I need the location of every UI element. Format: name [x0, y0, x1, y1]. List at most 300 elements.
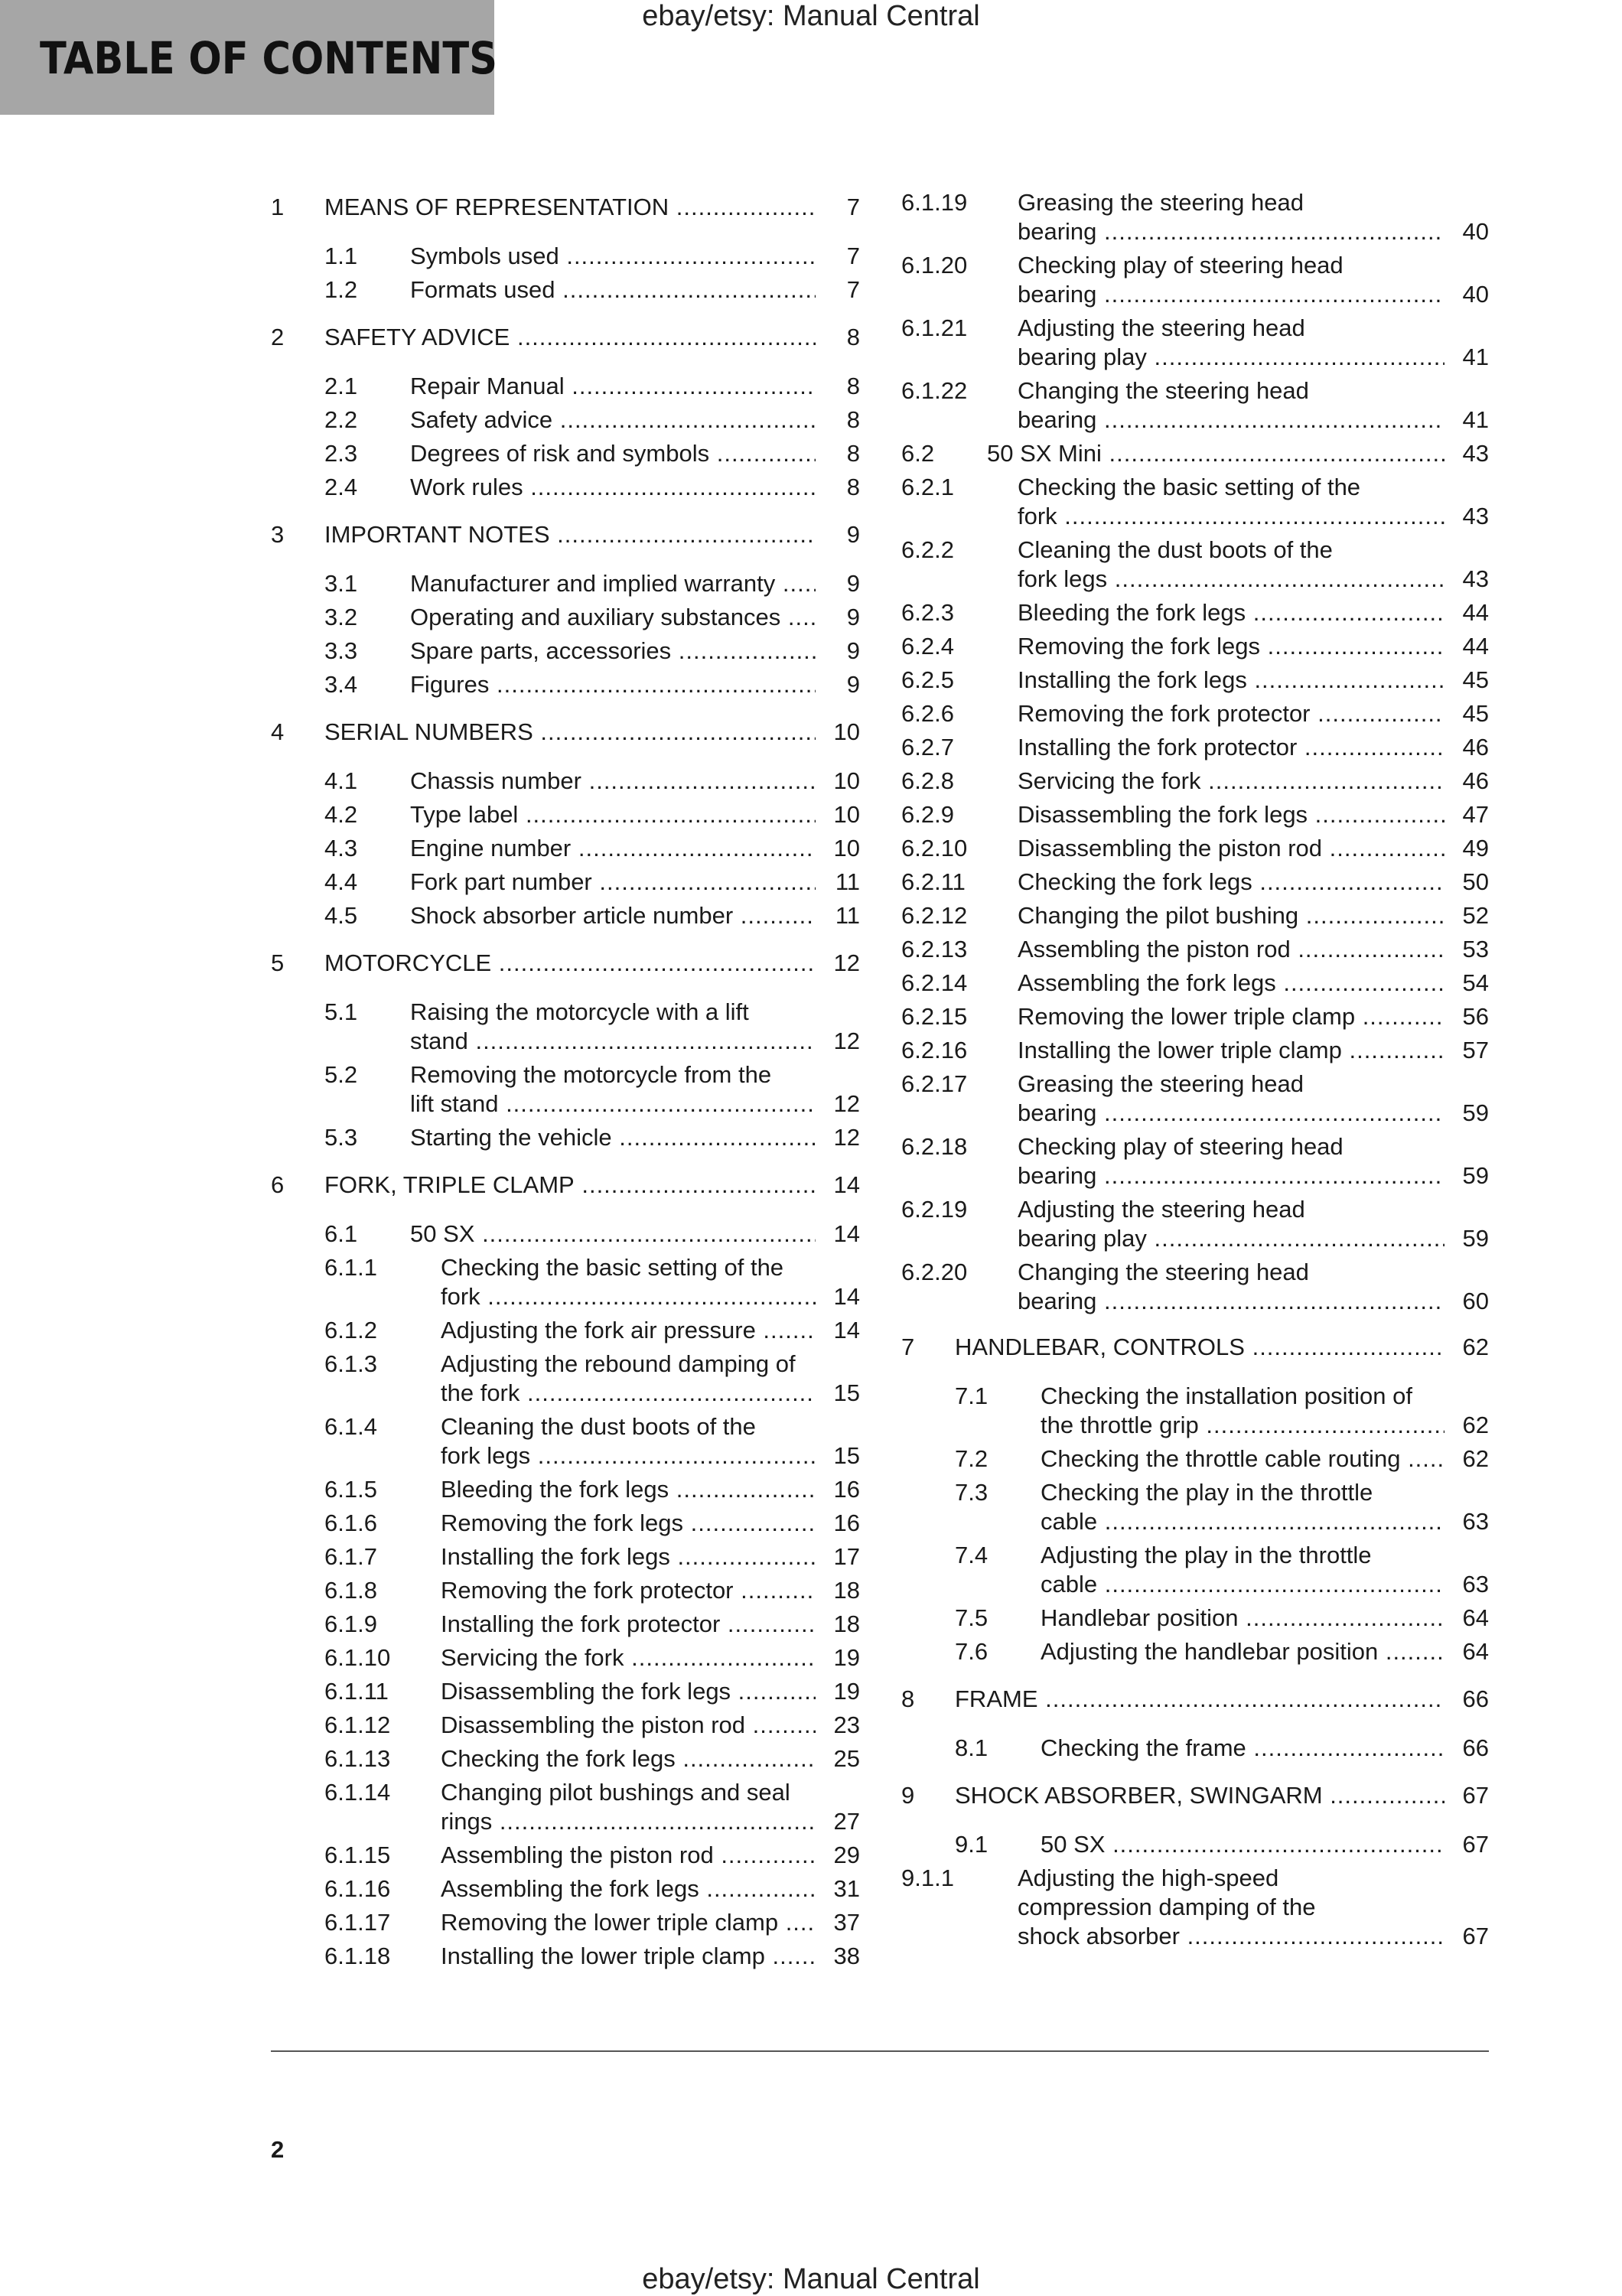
toc-entry-page: 56: [1462, 1003, 1489, 1030]
toc-entry-number: 6.1.9: [324, 1610, 377, 1637]
toc-entry-page: 41: [1462, 406, 1489, 433]
toc-entry-page: 7: [846, 243, 860, 269]
toc-entry-page: 8: [846, 474, 860, 500]
toc-entry-title: stand .....: [410, 1027, 816, 1056]
toc-entry[interactable]: [901, 767, 1489, 796]
toc-entry[interactable]: [901, 1830, 1489, 1859]
toc-entry-title: cable .....: [1041, 1507, 1444, 1536]
toc-entry-title: Symbols used .....: [410, 242, 816, 271]
toc-entry[interactable]: [901, 1637, 1489, 1666]
toc-entry-title: FRAME .....: [955, 1685, 1444, 1714]
toc-entry-page: 15: [833, 1379, 860, 1406]
toc-entry-page: 59: [1462, 1225, 1489, 1252]
toc-entry-title: IMPORTANT NOTES .....: [324, 520, 816, 549]
toc-entry[interactable]: [901, 473, 1489, 531]
toc-entry-number: 3.3: [324, 637, 358, 664]
toc-entry[interactable]: [271, 1576, 860, 1605]
toc-entry[interactable]: [901, 800, 1489, 829]
toc-entry-title: Repair Manual .....: [410, 372, 816, 401]
toc-entry[interactable]: [901, 251, 1489, 309]
toc-entry-title: 50 SX .....: [1041, 1830, 1444, 1859]
toc-entry-number: 6.1.12: [324, 1711, 391, 1738]
toc-entry-title: Checking the play in the throttle: [1041, 1479, 1373, 1506]
toc-entry-title: Changing the steering head: [1018, 1259, 1309, 1285]
toc-entry-page: 11: [835, 868, 860, 895]
watermark-bottom: ebay/etsy: Manual Central: [642, 2263, 980, 2295]
toc-entry-number: 2.2: [324, 406, 358, 433]
toc-entry-number: 2.3: [324, 440, 358, 467]
toc-entry-number: 9: [901, 1782, 915, 1809]
toc-entry[interactable]: [901, 1036, 1489, 1065]
toc-entry[interactable]: [271, 1841, 860, 1870]
toc-entry[interactable]: [901, 901, 1489, 930]
toc-entry[interactable]: [271, 1509, 860, 1538]
toc-entry-title: Removing the lower triple clamp .....: [1018, 1002, 1444, 1031]
toc-entry-title: Fork part number .....: [410, 868, 816, 897]
toc-entry-title: Adjusting the fork air pressure .....: [441, 1316, 816, 1345]
toc-entry-page: 16: [833, 1476, 860, 1503]
toc-entry[interactable]: [901, 1734, 1489, 1763]
toc-entry-title: SHOCK ABSORBER, SWINGARM .....: [955, 1781, 1444, 1810]
toc-entry[interactable]: [271, 1942, 860, 1971]
toc-entry-page: 9: [846, 637, 860, 664]
toc-entry[interactable]: [271, 1123, 860, 1152]
toc-entry-number: 6.1.8: [324, 1577, 377, 1604]
toc-entry[interactable]: [271, 1677, 860, 1706]
toc-entry[interactable]: [271, 901, 860, 930]
toc-entry-title: Work rules .....: [410, 473, 816, 502]
toc-entry-page: 46: [1462, 734, 1489, 760]
toc-entry-number: 6.2.6: [901, 700, 954, 727]
toc-entry-page: 16: [833, 1509, 860, 1536]
toc-entry-page: 19: [833, 1644, 860, 1671]
toc-entry[interactable]: [901, 598, 1489, 627]
toc-entry-number: 1: [271, 194, 285, 220]
toc-entry-page: 46: [1462, 767, 1489, 794]
toc-entry[interactable]: [271, 670, 860, 699]
toc-entry-number: 7.5: [955, 1604, 989, 1631]
toc-entry[interactable]: [271, 1542, 860, 1571]
toc-entry-page: 43: [1462, 565, 1489, 592]
toc-entry[interactable]: [271, 1171, 860, 1200]
toc-entry-title: Checking the fork legs .....: [1018, 868, 1444, 897]
toc-entry-number: 4.5: [324, 902, 358, 929]
toc-entry-title: Assembling the fork legs .....: [1018, 969, 1444, 998]
toc-entry-number: 7.4: [955, 1542, 989, 1568]
toc-entry-page: 63: [1462, 1508, 1489, 1535]
toc-entry[interactable]: [271, 1643, 860, 1672]
toc-entry-number: 6.2.15: [901, 1003, 968, 1030]
toc-entry-page: 64: [1462, 1604, 1489, 1631]
toc-entry-title: bearing .....: [1018, 280, 1444, 309]
toc-entry[interactable]: [901, 1382, 1489, 1440]
toc-entry-page: 12: [833, 1124, 860, 1151]
toc-entry-page: 43: [1462, 503, 1489, 529]
toc-entry[interactable]: [901, 376, 1489, 435]
toc-entry-title: lift stand .....: [410, 1089, 816, 1119]
toc-entry-page: 9: [846, 521, 860, 548]
toc-entry-page: 67: [1462, 1923, 1489, 1949]
toc-entry-title: Changing the pilot bushing .....: [1018, 901, 1444, 930]
toc-entry-title: Removing the fork legs .....: [1018, 632, 1444, 661]
toc-entry-title: Spare parts, accessories .....: [410, 637, 816, 666]
toc-entry-title: shock absorber .....: [1018, 1922, 1444, 1951]
toc-entry-page: 50: [1462, 868, 1489, 895]
toc-entry[interactable]: [901, 1781, 1489, 1810]
toc-entry-number: 6.1.19: [901, 189, 968, 216]
toc-entry-page: 52: [1462, 902, 1489, 929]
toc-entry[interactable]: [271, 520, 860, 549]
toc-entry[interactable]: [271, 473, 860, 502]
toc-entry[interactable]: [901, 699, 1489, 728]
toc-entry-number: 7: [901, 1334, 915, 1360]
toc-entry-title: SERIAL NUMBERS .....: [324, 718, 816, 747]
toc-entry[interactable]: [271, 1711, 860, 1740]
toc-entry-page: 67: [1462, 1831, 1489, 1858]
toc-entry[interactable]: [901, 1195, 1489, 1253]
toc-entry-page: 54: [1462, 969, 1489, 996]
toc-entry[interactable]: [271, 1744, 860, 1773]
toc-entry-page: 10: [833, 718, 860, 745]
toc-entry-page: 18: [833, 1610, 860, 1637]
toc-entry-number: 4.4: [324, 868, 358, 895]
toc-entry-number: 6.1.21: [901, 314, 968, 341]
toc-entry-page: 9: [846, 570, 860, 597]
toc-entry-title: Checking the basic setting of the: [1018, 474, 1361, 500]
toc-entry-title: SAFETY ADVICE .....: [324, 323, 816, 352]
toc-entry-number: 6.1.1: [324, 1254, 377, 1281]
toc-entry[interactable]: [271, 1908, 860, 1937]
toc-entry[interactable]: [271, 1778, 860, 1836]
toc-entry[interactable]: [901, 1258, 1489, 1316]
toc-entry-title: 50 SX .....: [410, 1220, 816, 1249]
toc-entry-title: FORK, TRIPLE CLAMP .....: [324, 1171, 816, 1200]
toc-entry[interactable]: [271, 998, 860, 1056]
toc-entry-title: Removing the motorcycle from the: [410, 1061, 772, 1088]
toc-entry[interactable]: [901, 314, 1489, 372]
toc-entry-title: Changing pilot bushings and seal: [441, 1779, 790, 1806]
toc-entry[interactable]: [271, 1610, 860, 1639]
toc-entry[interactable]: [271, 1412, 860, 1470]
toc-entry[interactable]: [271, 439, 860, 468]
toc-entry-number: 8: [901, 1685, 915, 1712]
toc-entry-page: 59: [1462, 1162, 1489, 1189]
toc-entry-page: 12: [833, 949, 860, 976]
toc-entry-page: 14: [833, 1171, 860, 1198]
toc-entry-page: 44: [1462, 633, 1489, 659]
toc-entry-title: the fork .....: [441, 1379, 816, 1408]
toc-entry-number: 2.1: [324, 373, 358, 399]
toc-entry-title: Checking the installation position of: [1041, 1382, 1412, 1409]
toc-entry[interactable]: [901, 1478, 1489, 1536]
toc-entry-title: Disassembling the fork legs .....: [441, 1677, 816, 1706]
toc-entry-title: Checking the frame .....: [1041, 1734, 1444, 1763]
toc-entry[interactable]: [271, 569, 860, 598]
toc-entry-page: 49: [1462, 835, 1489, 861]
toc-entry-number: 6.1.14: [324, 1779, 391, 1806]
toc-entry-number: 5.3: [324, 1124, 358, 1151]
toc-entry-number: 2.4: [324, 474, 358, 500]
toc-entry-title: Disassembling the fork legs .....: [1018, 800, 1444, 829]
toc-entry-number: 6.1.17: [324, 1909, 391, 1936]
toc-entry-number: 1.1: [324, 243, 358, 269]
toc-entry-number: 6.1.4: [324, 1413, 377, 1440]
toc-entry-title: HANDLEBAR, CONTROLS .....: [955, 1333, 1444, 1362]
toc-entry[interactable]: [901, 834, 1489, 863]
toc-entry-title: Checking the basic setting of the: [441, 1254, 784, 1281]
toc-entry-number: 6.1.7: [324, 1543, 377, 1570]
toc-entry-page: 31: [833, 1875, 860, 1902]
footer-divider: [271, 2050, 1489, 2052]
toc-entry-number: 6.2.13: [901, 936, 968, 962]
toc-entry[interactable]: [901, 733, 1489, 762]
toc-entry-title: 50 SX Mini .....: [987, 439, 1444, 468]
toc-entry-number: 6.1.18: [324, 1943, 391, 1969]
toc-entry-page: 9: [846, 604, 860, 630]
toc-entry-page: 19: [833, 1678, 860, 1705]
toc-entry-title: Adjusting the high-speed: [1018, 1864, 1279, 1891]
toc-entry-title: Shock absorber article number .....: [410, 901, 816, 930]
toc-entry-page: 45: [1462, 700, 1489, 727]
toc-entry-title: Disassembling the piston rod .....: [441, 1711, 816, 1740]
toc-entry[interactable]: [901, 1685, 1489, 1714]
toc-entry[interactable]: [271, 767, 860, 796]
toc-entry[interactable]: [271, 603, 860, 632]
toc-entry-page: 59: [1462, 1099, 1489, 1126]
toc-entry[interactable]: [271, 800, 860, 829]
toc-entry-title: bearing .....: [1018, 1161, 1444, 1190]
toc-entry-number: 6.2.3: [901, 599, 954, 626]
toc-entry[interactable]: [271, 1475, 860, 1504]
toc-entry-number: 7.6: [955, 1638, 989, 1665]
toc-entry[interactable]: [901, 1444, 1489, 1474]
toc-entry-number: 6.2.9: [901, 801, 954, 828]
toc-entry[interactable]: [901, 632, 1489, 661]
toc-entry-title: Removing the lower triple clamp .....: [441, 1908, 816, 1937]
page-number: 2: [271, 2136, 285, 2163]
toc-entry-title: Installing the lower triple clamp .....: [441, 1942, 816, 1971]
toc-entry-page: 29: [833, 1842, 860, 1868]
toc-entry[interactable]: [271, 275, 860, 305]
toc-entry-number: 6: [271, 1171, 285, 1198]
toc-entry-title: Greasing the steering head: [1018, 1070, 1304, 1097]
toc-entry-number: 6.2.11: [901, 868, 966, 895]
toc-entry-title: Type label .....: [410, 800, 816, 829]
toc-entry-number: 6.2.14: [901, 969, 968, 996]
toc-entry-page: 53: [1462, 936, 1489, 962]
toc-entry[interactable]: [901, 666, 1489, 695]
toc-entry-title: Figures .....: [410, 670, 816, 699]
toc-entry-title: MOTORCYCLE .....: [324, 949, 816, 978]
toc-entry[interactable]: [271, 949, 860, 978]
toc-entry[interactable]: [901, 439, 1489, 468]
toc-entry[interactable]: [271, 834, 860, 863]
toc-entry-title: Installing the fork protector .....: [1018, 733, 1444, 762]
toc-entry-page: 25: [833, 1745, 860, 1772]
toc-entry-number: 3.1: [324, 570, 358, 597]
toc-entry[interactable]: [271, 868, 860, 897]
toc-entry[interactable]: [901, 188, 1489, 246]
toc-entry-number: 9.1.1: [901, 1864, 954, 1891]
toc-entry-title: Checking the fork legs .....: [441, 1744, 816, 1773]
toc-entry[interactable]: [271, 242, 860, 271]
toc-entry-page: 14: [833, 1220, 860, 1247]
toc-entry-number: 6.1.3: [324, 1350, 377, 1377]
toc-entry-title: Safety advice .....: [410, 405, 816, 435]
toc-entry-number: 6.2.1: [901, 474, 954, 500]
toc-entry[interactable]: [271, 1220, 860, 1249]
toc-entry[interactable]: [901, 1333, 1489, 1362]
toc-entry-number: 6.2.7: [901, 734, 954, 760]
toc-entry-number: 6.2.17: [901, 1070, 968, 1097]
toc-entry[interactable]: [271, 372, 860, 401]
toc-entry-page: 14: [833, 1283, 860, 1310]
toc-entry-title: Adjusting the play in the throttle: [1041, 1542, 1372, 1568]
toc-entry-page: 62: [1462, 1445, 1489, 1472]
toc-entry-title: Checking the throttle cable routing .....: [1041, 1444, 1444, 1474]
toc-entry[interactable]: [901, 935, 1489, 964]
toc-entry-title: Bleeding the fork legs .....: [441, 1475, 816, 1504]
toc-entry-title: Manufacturer and implied warranty .....: [410, 569, 816, 598]
toc-entry-title: Raising the motorcycle with a lift: [410, 998, 749, 1025]
toc-entry-number: 6.2.5: [901, 666, 954, 693]
toc-entry-title: Checking play of steering head: [1018, 1133, 1344, 1160]
toc-entry-title: Servicing the fork .....: [1018, 767, 1444, 796]
toc-entry-title: Servicing the fork .....: [441, 1643, 816, 1672]
toc-entry-title: bearing .....: [1018, 1287, 1444, 1316]
toc-entry-page: 44: [1462, 599, 1489, 626]
toc-entry-page: 12: [833, 1090, 860, 1117]
toc-entry-title: Removing the fork legs .....: [441, 1509, 816, 1538]
toc-entry[interactable]: [901, 1604, 1489, 1633]
toc-entry-number: 6.1.13: [324, 1745, 391, 1772]
toc-entry-title: bearing play .....: [1018, 1224, 1444, 1253]
toc-entry-number: 4.2: [324, 801, 358, 828]
toc-entry[interactable]: [901, 1002, 1489, 1031]
toc-entry-number: 3: [271, 521, 285, 548]
toc-entry-number: 6.1.20: [901, 252, 968, 278]
toc-entry[interactable]: [271, 637, 860, 666]
toc-entry-title: fork .....: [1018, 502, 1444, 531]
toc-entry[interactable]: [271, 1350, 860, 1408]
toc-entry-title: Assembling the piston rod .....: [441, 1841, 816, 1870]
toc-entry-page: 14: [833, 1317, 860, 1343]
toc-entry-title: Starting the vehicle .....: [410, 1123, 816, 1152]
toc-entry-number: 6.2.12: [901, 902, 968, 929]
toc-entry[interactable]: [271, 323, 860, 352]
toc-entry-title: Checking play of steering head: [1018, 252, 1344, 278]
toc-entry-page: 9: [846, 671, 860, 698]
toc-entry-number: 6.2.8: [901, 767, 954, 794]
toc-entry-title: Adjusting the rebound damping of: [441, 1350, 796, 1377]
toc-entry-page: 10: [833, 801, 860, 828]
toc-entry-title: bearing .....: [1018, 405, 1444, 435]
toc-entry-title: Operating and auxiliary substances .....: [410, 603, 816, 632]
toc-entry-number: 6.1.22: [901, 377, 968, 404]
toc-entry[interactable]: [901, 868, 1489, 897]
toc-entry-title: Removing the fork protector .....: [1018, 699, 1444, 728]
toc-entry[interactable]: [901, 1864, 1489, 1951]
toc-entry-number: 6.2.20: [901, 1259, 968, 1285]
toc-entry-number: 3.2: [324, 604, 358, 630]
toc-entry-page: 41: [1462, 344, 1489, 370]
toc-entry[interactable]: [271, 1316, 860, 1345]
toc-entry[interactable]: [901, 536, 1489, 594]
toc-entry-page: 8: [846, 440, 860, 467]
toc-entry-page: 43: [1462, 440, 1489, 467]
toc-entry-page: 57: [1462, 1037, 1489, 1063]
toc-entry-page: 40: [1462, 218, 1489, 245]
page-title: TABLE OF CONTENTS: [40, 32, 497, 84]
toc-entry-number: 2: [271, 324, 285, 350]
toc-entry-page: 47: [1462, 801, 1489, 828]
toc-entry-title: rings .....: [441, 1807, 816, 1836]
toc-entry[interactable]: [271, 1874, 860, 1904]
toc-entry[interactable]: [901, 1070, 1489, 1128]
toc-entry-number: 8.1: [955, 1734, 989, 1761]
toc-entry-page: 60: [1462, 1288, 1489, 1314]
toc-entry-number: 9.1: [955, 1831, 989, 1858]
toc-entry-number: 6.1.10: [324, 1644, 391, 1671]
toc-entry-title: Formats used .....: [410, 275, 816, 305]
toc-entry-page: 62: [1462, 1412, 1489, 1438]
toc-entry[interactable]: [271, 1060, 860, 1119]
toc-entry-page: 37: [833, 1909, 860, 1936]
toc-entry-page: 8: [846, 324, 860, 350]
toc-entry-title: Changing the steering head: [1018, 377, 1309, 404]
toc-entry-title: Cleaning the dust boots of the: [1018, 536, 1333, 563]
toc-entry-title: Installing the fork legs .....: [1018, 666, 1444, 695]
toc-entry-title: bearing play .....: [1018, 343, 1444, 372]
toc-entry[interactable]: [271, 405, 860, 435]
toc-entry-page: 66: [1462, 1734, 1489, 1761]
toc-entry-number: 4.1: [324, 767, 358, 794]
toc-entry-title: bearing .....: [1018, 1099, 1444, 1128]
toc-entry[interactable]: [901, 1132, 1489, 1190]
toc-entry-title: the throttle grip .....: [1041, 1411, 1444, 1440]
toc-entry-number: 6.2.16: [901, 1037, 968, 1063]
toc-entry-page: 15: [833, 1442, 860, 1469]
toc-entry-title: Installing the fork protector .....: [441, 1610, 816, 1639]
toc-entry[interactable]: [901, 1541, 1489, 1599]
toc-entry-number: 7.1: [955, 1382, 989, 1409]
toc-entry-title: Assembling the piston rod .....: [1018, 935, 1444, 964]
toc-entry-number: 6.1.15: [324, 1842, 391, 1868]
toc-entry-title: fork legs .....: [441, 1441, 816, 1470]
toc-entry-number: 6.2.19: [901, 1196, 968, 1223]
toc-entry-title: Installing the fork legs .....: [441, 1542, 816, 1571]
toc-entry-number: 3.4: [324, 671, 358, 698]
toc-entry-page: 63: [1462, 1571, 1489, 1597]
toc-entry-page: 38: [833, 1943, 860, 1969]
toc-entry-title: Installing the lower triple clamp .....: [1018, 1036, 1444, 1065]
toc-entry[interactable]: [271, 193, 860, 222]
toc-entry-number: 1.2: [324, 276, 358, 303]
toc-entry-number: 5.1: [324, 998, 358, 1025]
toc-entry-title: fork legs .....: [1018, 565, 1444, 594]
toc-entry-title: Engine number .....: [410, 834, 816, 863]
toc-entry-page: 23: [833, 1711, 860, 1738]
toc-entry-number: 4: [271, 718, 285, 745]
toc-entry[interactable]: [901, 969, 1489, 998]
toc-entry-page: 11: [835, 902, 860, 929]
toc-entry[interactable]: [271, 718, 860, 747]
toc-entry-page: 10: [833, 835, 860, 861]
toc-entry-page: 8: [846, 373, 860, 399]
toc-entry[interactable]: [271, 1253, 860, 1311]
toc-entry-title: Chassis number .....: [410, 767, 816, 796]
toc-entry-page: 7: [846, 276, 860, 303]
